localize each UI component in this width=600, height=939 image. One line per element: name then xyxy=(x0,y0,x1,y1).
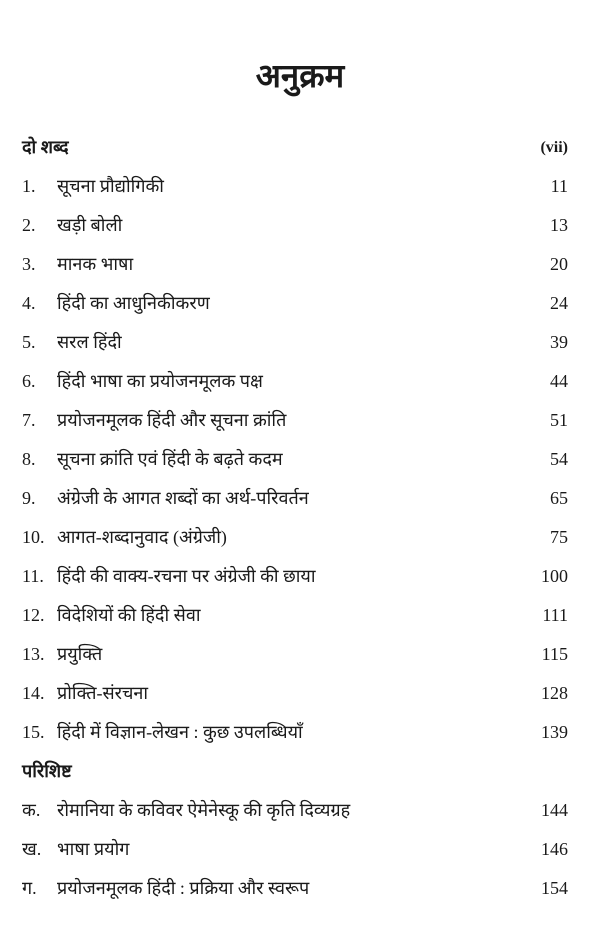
entry-title: प्रयोजनमूलक हिंदी : प्रक्रिया और स्वरूप xyxy=(57,878,310,898)
entry-page: 11 xyxy=(550,176,568,196)
entry-title: रोमानिया के कविवर ऐमेनेस्कू की कृति दिव्यग्रह xyxy=(57,800,351,820)
entry-number: क. xyxy=(22,800,41,820)
entry-number: 7. xyxy=(22,410,36,430)
chapter-list xyxy=(0,167,600,752)
entry-number: ख. xyxy=(22,839,42,859)
entry-title: सरल हिंदी xyxy=(57,332,122,352)
entry-page: 24 xyxy=(550,293,568,313)
toc-chapter-entry[interactable] xyxy=(0,596,600,635)
preface-page: (vii) xyxy=(540,139,568,156)
entry-title: हिंदी का आधुनिकीकरण xyxy=(57,293,210,313)
entry-page: 139 xyxy=(541,722,568,742)
entry-title: हिंदी में विज्ञान-लेखन : कुछ उपलब्धियाँ xyxy=(57,722,303,742)
toc-chapter-entry[interactable] xyxy=(0,557,600,596)
entry-number: 8. xyxy=(22,449,36,469)
entry-page: 39 xyxy=(550,332,568,352)
entry-page: 75 xyxy=(550,527,568,547)
toc-chapter-entry[interactable] xyxy=(0,674,600,713)
appendix-list xyxy=(0,791,600,908)
page-title: अनुक्रम xyxy=(255,59,345,95)
entry-number: ग. xyxy=(22,878,37,898)
toc-chapter-entry[interactable] xyxy=(0,440,600,479)
entry-title: प्रयुक्ति xyxy=(57,644,103,664)
entry-title: हिंदी भाषा का प्रयोजनमूलक पक्ष xyxy=(57,371,263,391)
entry-page: 65 xyxy=(550,488,568,508)
toc-chapter-entry[interactable] xyxy=(0,206,600,245)
toc-chapter-entry[interactable] xyxy=(0,167,600,206)
entry-page: 13 xyxy=(550,215,568,235)
entry-number: 11. xyxy=(22,566,44,586)
entry-number: 15. xyxy=(22,722,45,742)
toc-chapter-entry[interactable] xyxy=(0,635,600,674)
entry-page: 146 xyxy=(541,839,568,859)
entry-title: प्रयोजनमूलक हिंदी और सूचना क्रांति xyxy=(57,410,287,430)
toc-chapter-entry[interactable] xyxy=(0,479,600,518)
entry-title: प्रोक्ति-संरचना xyxy=(57,683,149,703)
appendix-label: परिशिष्ट xyxy=(22,761,72,781)
toc-appendix-entry[interactable] xyxy=(0,791,600,830)
entry-number: 13. xyxy=(22,644,45,664)
toc-chapter-entry[interactable] xyxy=(0,245,600,284)
entry-number: 10. xyxy=(22,527,45,547)
entry-number: 14. xyxy=(22,683,45,703)
toc-chapter-entry[interactable] xyxy=(0,401,600,440)
entry-number: 9. xyxy=(22,488,36,508)
appendix-heading xyxy=(0,752,600,791)
toc-chapter-entry[interactable] xyxy=(0,362,600,401)
entry-page: 51 xyxy=(550,410,568,430)
entry-number: 4. xyxy=(22,293,36,313)
toc-chapter-entry[interactable] xyxy=(0,518,600,557)
entry-title: विदेशियों की हिंदी सेवा xyxy=(57,605,201,625)
entry-title: खड़ी बोली xyxy=(57,215,123,235)
entry-page: 20 xyxy=(550,254,568,274)
entry-page: 100 xyxy=(541,566,568,586)
toc-chapter-entry[interactable] xyxy=(0,713,600,752)
preface-label: दो शब्द xyxy=(22,137,69,157)
entry-title: भाषा प्रयोग xyxy=(57,839,130,859)
entry-title: आगत-शब्दानुवाद (अंग्रेजी) xyxy=(57,527,227,547)
table-of-contents xyxy=(0,128,600,908)
entry-number: 5. xyxy=(22,332,36,352)
entry-page: 128 xyxy=(541,683,568,703)
entry-page: 54 xyxy=(550,449,568,469)
entry-page: 44 xyxy=(550,371,568,391)
entry-page: 111 xyxy=(542,605,568,625)
entry-title: मानक भाषा xyxy=(57,254,134,274)
entry-number: 2. xyxy=(22,215,36,235)
entry-page: 144 xyxy=(541,800,568,820)
entry-title: हिंदी की वाक्य-रचना पर अंग्रेजी की छाया xyxy=(57,566,316,586)
entry-page: 115 xyxy=(541,644,568,664)
toc-preface[interactable] xyxy=(0,128,600,167)
toc-chapter-entry[interactable] xyxy=(0,323,600,362)
entry-number: 1. xyxy=(22,176,36,196)
toc-appendix-entry[interactable] xyxy=(0,830,600,869)
entry-number: 6. xyxy=(22,371,36,391)
toc-appendix-entry[interactable] xyxy=(0,869,600,908)
toc-chapter-entry[interactable] xyxy=(0,284,600,323)
entry-number: 3. xyxy=(22,254,36,274)
entry-title: सूचना प्रौद्योगिकी xyxy=(57,176,164,196)
entry-title: अंग्रेजी के आगत शब्दों का अर्थ-परिवर्तन xyxy=(57,488,309,508)
entry-title: सूचना क्रांति एवं हिंदी के बढ़ते कदम xyxy=(57,449,283,469)
entry-number: 12. xyxy=(22,605,45,625)
entry-page: 154 xyxy=(541,878,568,898)
